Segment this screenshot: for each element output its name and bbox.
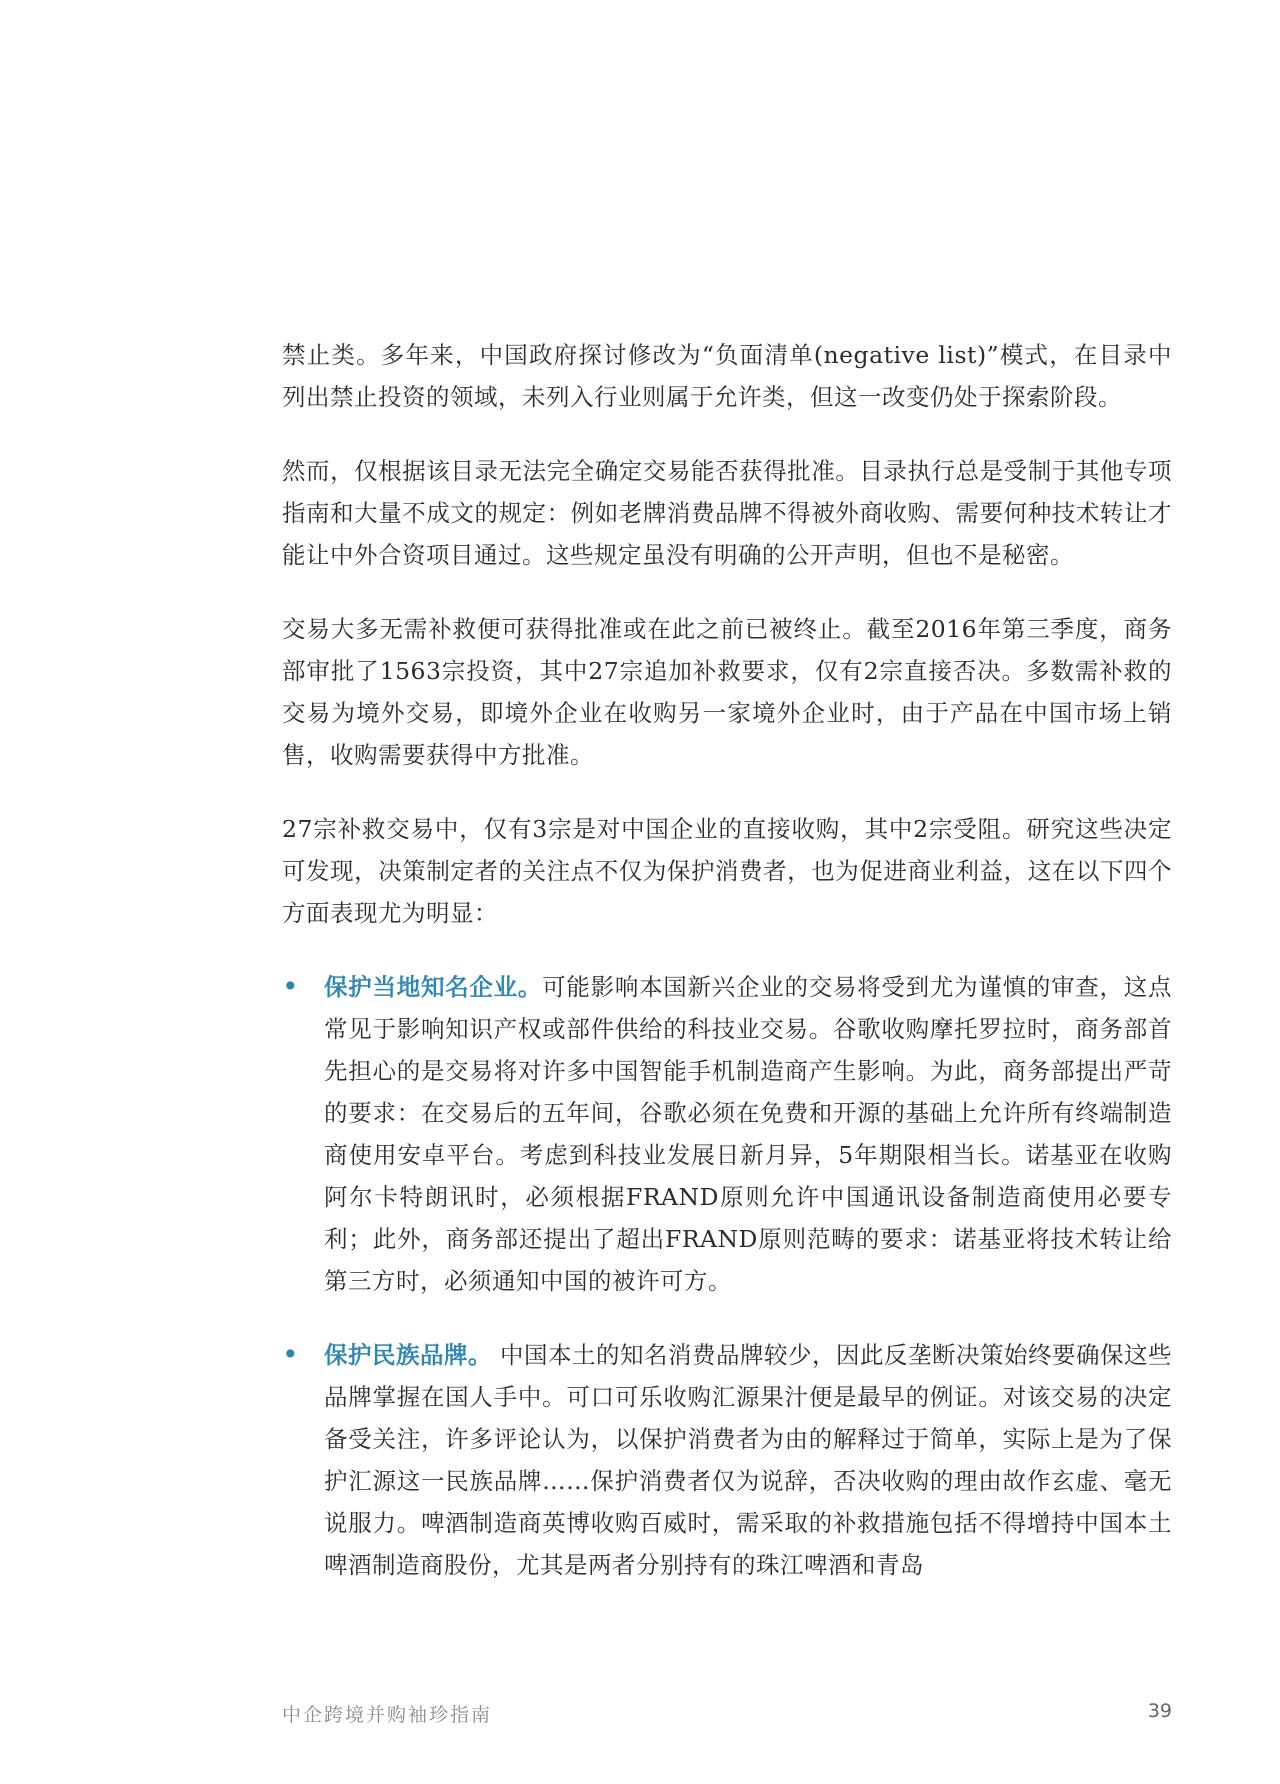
footer-title: 中企跨境并购袖珍指南 bbox=[282, 1704, 493, 1726]
paragraph: 27宗补救交易中，仅有3宗是对中国企业的直接收购，其中2宗受阻。研究这些决定可发现，决策制定者的关注点不仅为保护消费者，也为促进商业利益，这在以下四个方面表现尤为明显： bbox=[282, 815, 1172, 927]
bullet-text: 可能影响本国新兴企业的交易将受到尤为谨慎的审查，这点常见于影响知识产权或部件供给的科技业交易。谷歌收购摩托罗拉时，商务部首先担心的是交易将对许多中国智能手机制造商产生影响。为此，商务部提出严苛的要求：在交易后的五年间，谷歌必须在免费和开源的基础上允许所有终端制造商使用安卓平台。考虑到科技业发展日新月异，5年期限相当长。诺基亚在收购阿尔卡特朗讯时，必须根据FRAND原则允许中国通讯设备制造商使用必要专利；此外，商务部还提出了超出FRAND原则范畴的要求：诺基亚将技术转让给第三方时，必须通知中国的被许可方。 bbox=[324, 973, 1173, 1295]
list-item bbox=[282, 966, 1172, 1302]
paragraph: 禁止类。多年来，中国政府探讨修改为“负面清单(negative list)”模式，在目录中列出禁止投资的领域，未列入行业则属于允许类，但这一改变仍处于探索阶段。 bbox=[282, 341, 1172, 411]
paragraph: 然而，仅根据该目录无法完全确定交易能否获得批准。目录执行总是受制于其他专项指南和大量不成文的规定：例如老牌消费品牌不得被外商收购、需要何种技术转让才能让中外合资项目通过。这些规定虽没有明确的公开声明，但也不是秘密。 bbox=[282, 457, 1172, 569]
bullet-marker: • bbox=[282, 1338, 300, 1371]
bullet-heading: 保护当地知名企业。 bbox=[324, 973, 543, 1001]
main-content bbox=[282, 334, 1172, 1618]
bullet-text: 中国本土的知名消费品牌较少，因此反垄断决策始终要确保这些品牌掌握在国人手中。可口可乐收购汇源果汁便是最早的例证。对该交易的决定备受关注，许多评论认为，以保护消费者为由的解释过于简单，实际上是为了保护汇源这一民族品牌……保护消费者仅为说辞，否决收购的理由故作玄虚、毫无说服力。啤酒制造商英博收购百威时，需采取的补救措施包括不得增持中国本土啤酒制造商股份，尤其是两者分别持有的珠江啤酒和青岛 bbox=[324, 1341, 1172, 1579]
bullet-list bbox=[282, 966, 1172, 1586]
page-footer bbox=[282, 1700, 1172, 1730]
paragraph: 交易大多无需补救便可获得批准或在此之前已被终止。截至2016年第三季度，商务部审批了1563宗投资，其中27宗追加补救要求，仅有2宗直接否决。多数需补救的交易为境外交易，即境外企业在收购另一家境外企业时，由于产品在中国市场上销售，收购需要获得中方批准。 bbox=[282, 615, 1172, 769]
bullet-heading: 保护民族品牌。 bbox=[324, 1341, 493, 1369]
bullet-marker: • bbox=[282, 970, 300, 1003]
page-number: 39 bbox=[1147, 1700, 1172, 1722]
list-item bbox=[282, 1334, 1172, 1586]
